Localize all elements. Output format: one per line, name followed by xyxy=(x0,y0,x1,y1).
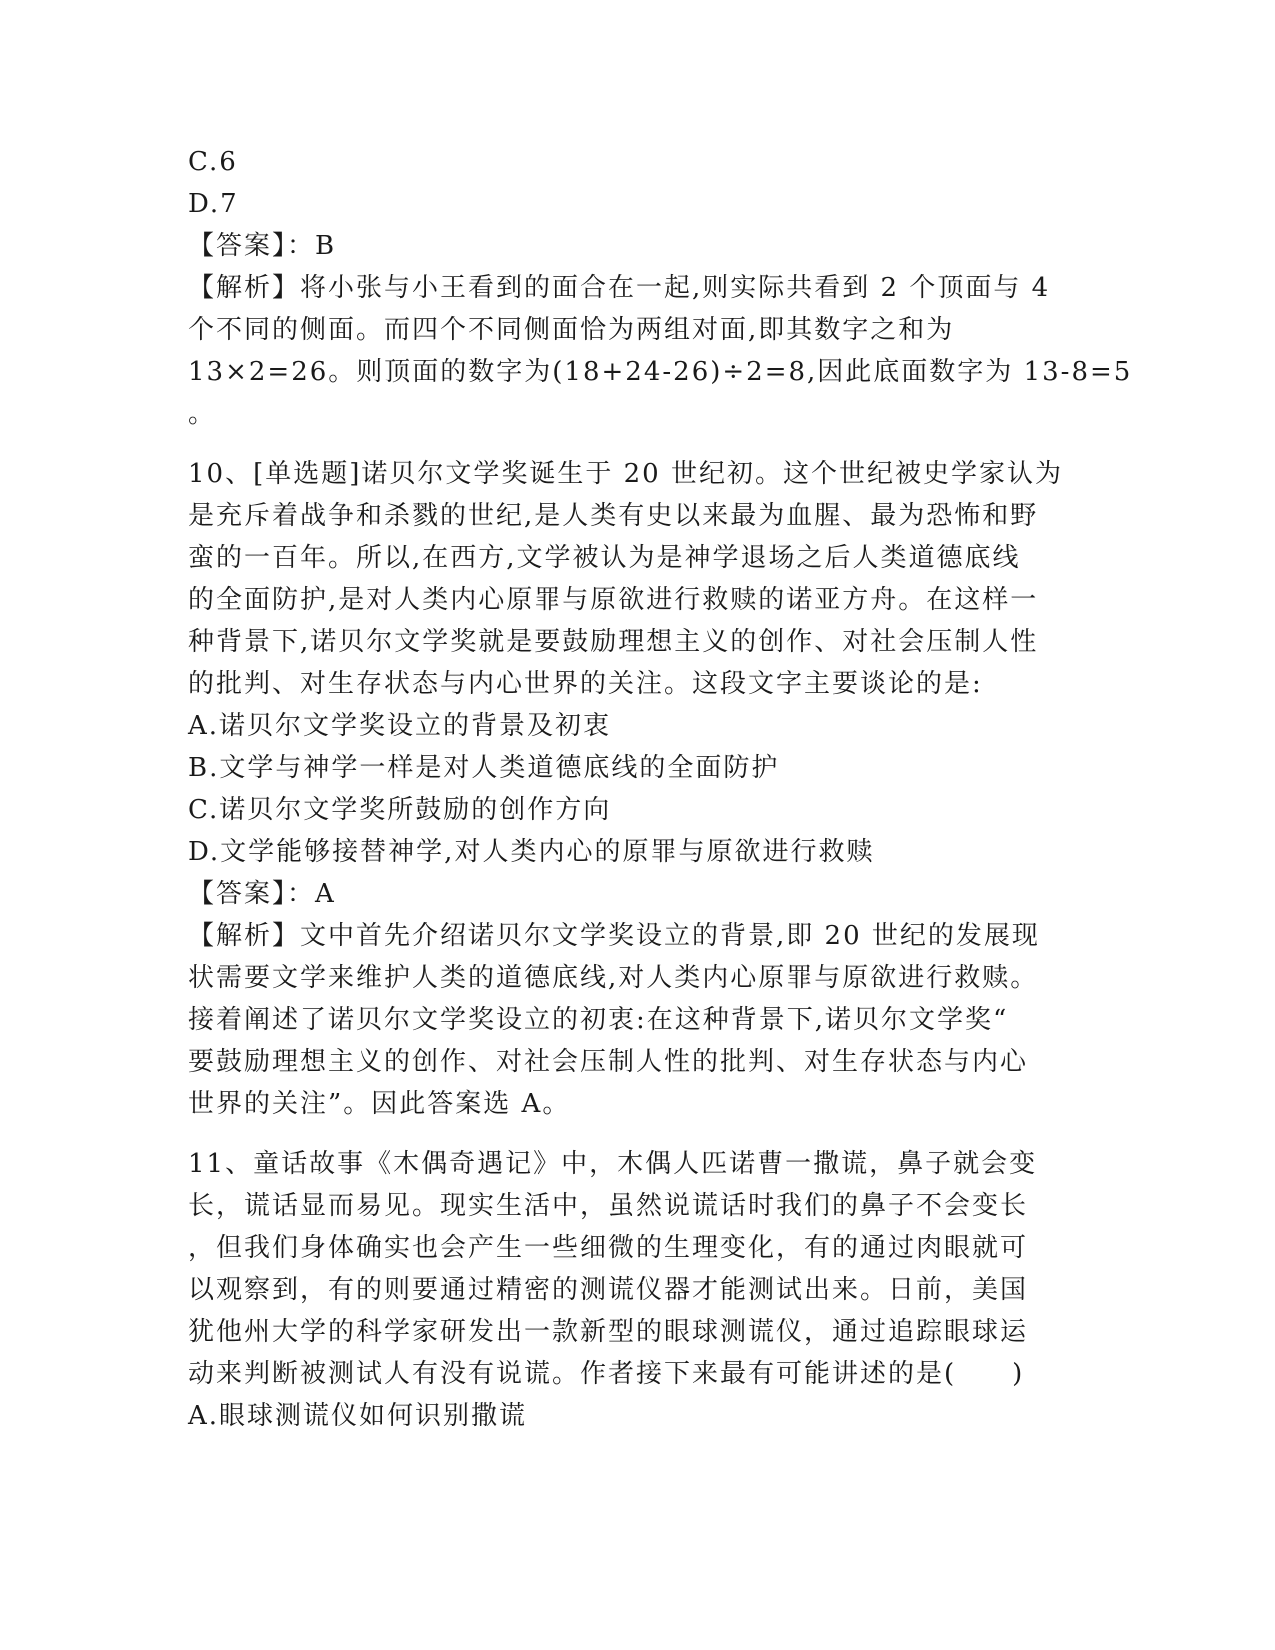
question-stem-line: 以观察到，有的则要通过精密的测谎仪器才能测试出来。日前，美国 xyxy=(188,1275,1029,1305)
question-stem-line: 是充斥着战争和杀戮的世纪,是人类有史以来最为血腥、最为恐怖和野 xyxy=(188,501,1039,531)
option-d: D.7 xyxy=(188,189,239,219)
question-stem-line: 11、童话故事《木偶奇遇记》中，木偶人匹诺曹一撒谎，鼻子就会变 xyxy=(188,1149,1038,1179)
analysis-line: 13×2=26。则顶面的数字为(18+24-26)÷2=8,因此底面数字为 13-8=5 xyxy=(188,357,1133,387)
option-b: B.文学与神学一样是对人类道德底线的全面防护 xyxy=(188,753,780,783)
question-stem-line: ，但我们身体确实也会产生一些细微的生理变化，有的通过肉眼就可 xyxy=(188,1233,1029,1263)
question-stem-line: 动来判断被测试人有没有说谎。作者接下来最有可能讲述的是( ) xyxy=(188,1359,1025,1389)
analysis-line: 状需要文学来维护人类的道德底线,对人类内心原罪与原欲进行救赎。 xyxy=(188,963,1039,993)
option-c: C.6 xyxy=(188,147,238,177)
question-stem-line: 长，谎话显而易见。现实生活中，虽然说谎话时我们的鼻子不会变长 xyxy=(188,1191,1029,1221)
analysis-line: 世界的关注”。因此答案选 A。 xyxy=(188,1089,571,1119)
option-a: A.诺贝尔文学奖设立的背景及初衷 xyxy=(188,711,612,741)
analysis-line: 接着阐述了诺贝尔文学奖设立的初衷:在这种背景下,诺贝尔文学奖“ xyxy=(188,1005,1009,1035)
question-stem-line: 的批判、对生存状态与内心世界的关注。这段文字主要谈论的是: xyxy=(188,669,983,699)
question-stem-line: 种背景下,诺贝尔文学奖就是要鼓励理想主义的创作、对社会压制人性 xyxy=(188,627,1039,657)
question-stem-line: 犹他州大学的科学家研发出一款新型的眼球测谎仪，通过追踪眼球运 xyxy=(188,1317,1029,1347)
analysis-line: 。 xyxy=(188,399,217,429)
analysis-line: 个不同的侧面。而四个不同侧面恰为两组对面,即其数字之和为 xyxy=(188,315,955,345)
option-c: C.诺贝尔文学奖所鼓励的创作方向 xyxy=(188,795,612,825)
analysis-line: 【解析】文中首先介绍诺贝尔文学奖设立的背景,即 20 世纪的发展现 xyxy=(188,921,1040,951)
option-d: D.文学能够接替神学,对人类内心的原罪与原欲进行救赎 xyxy=(188,837,875,867)
answer-line: 【答案】：B xyxy=(188,231,337,261)
question-stem-line: 的全面防护,是对人类内心原罪与原欲进行救赎的诺亚方舟。在这样一 xyxy=(188,585,1039,615)
option-a: A.眼球测谎仪如何识别撒谎 xyxy=(188,1401,528,1431)
answer-line: 【答案】：A xyxy=(188,879,336,909)
question-stem-line: 蛮的一百年。所以,在西方,文学被认为是神学退场之后人类道德底线 xyxy=(188,543,1021,573)
analysis-line: 要鼓励理想主义的创作、对社会压制人性的批判、对生存状态与内心 xyxy=(188,1047,1029,1077)
analysis-line: 【解析】将小张与小王看到的面合在一起,则实际共看到 2 个顶面与 4 xyxy=(188,273,1051,303)
question-stem-line: 10、[单选题]诺贝尔文学奖诞生于 20 世纪初。这个世纪被史学家认为 xyxy=(188,459,1063,489)
